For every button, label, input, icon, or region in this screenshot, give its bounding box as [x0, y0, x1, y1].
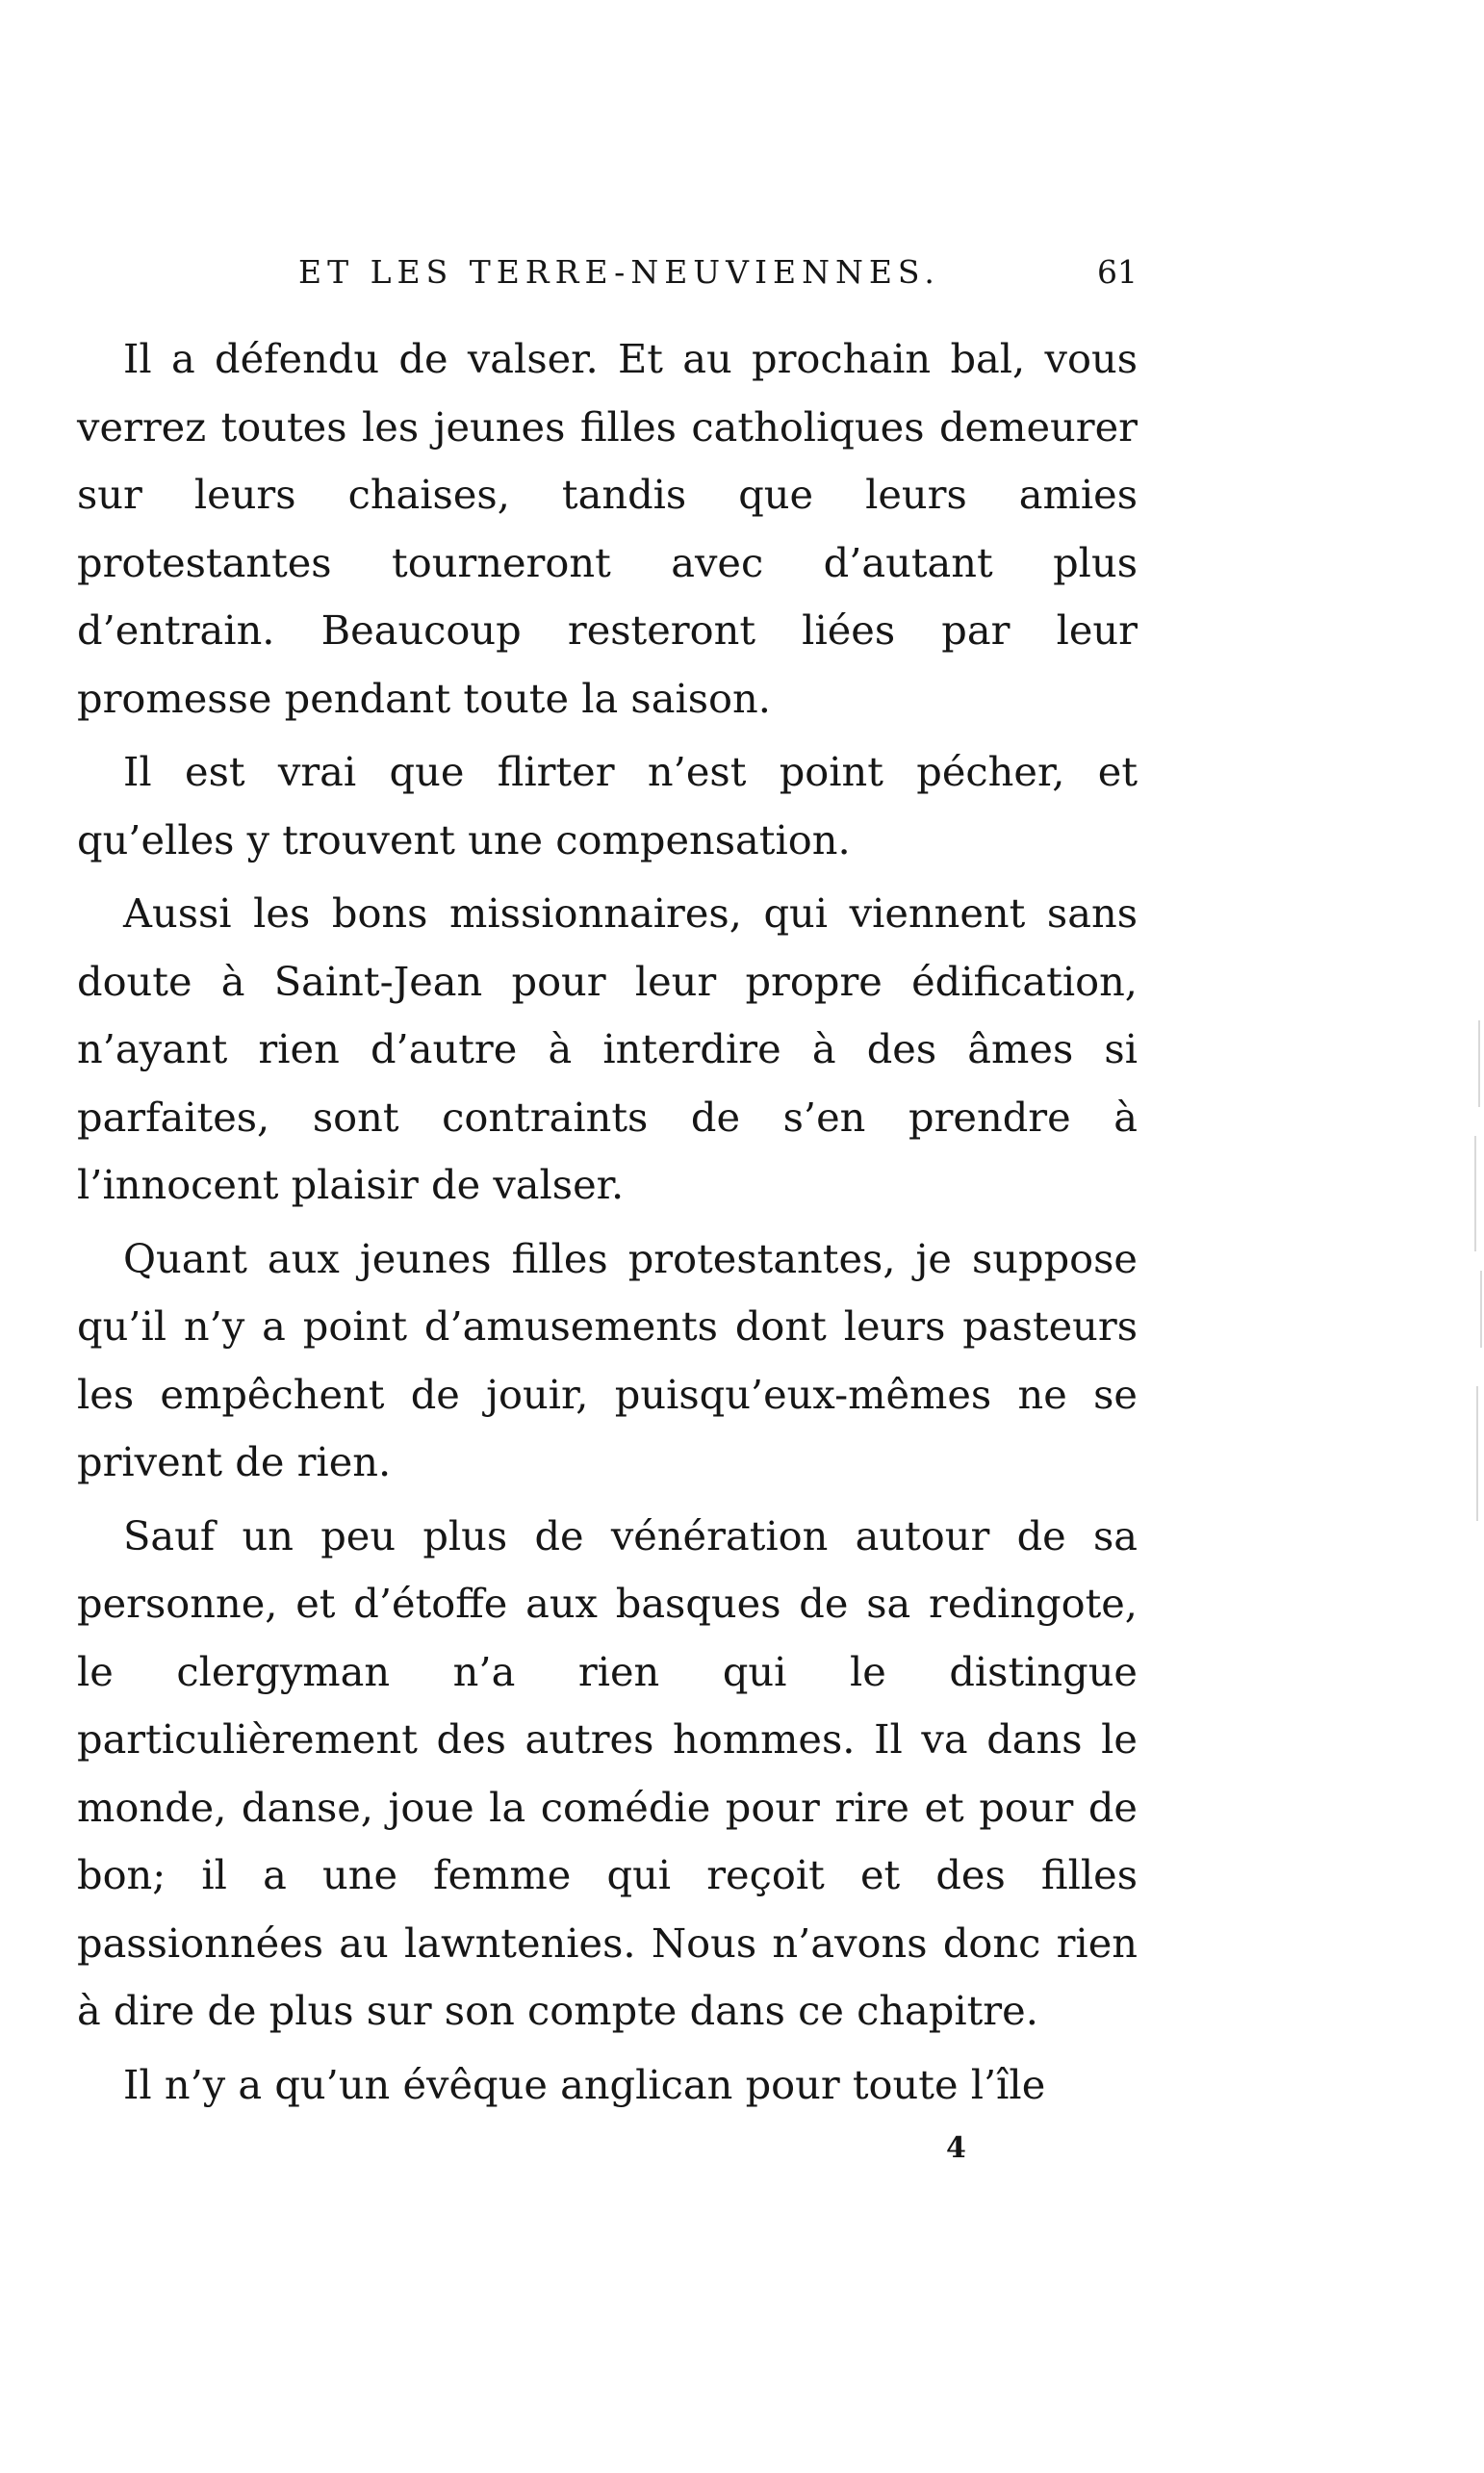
paragraph: Quant aux jeunes filles protestantes, je suppose qu’il n’y a point d’amusements dont leurs pasteurs les empêchent de jouir, puisqu’eux-mêmes ne se privent de rien. [77, 1234, 1138, 1485]
paragraph: Il n’y a qu’un évêque anglican pour toute l’île [123, 2060, 1046, 2108]
body-text [77, 325, 1138, 2125]
margin-speck [1478, 1020, 1480, 1107]
paragraph: Il a défendu de valser. Et au prochain bal, vous verrez toutes les jeunes filles catholiques demeurer sur leurs chaises, tandis que leurs amies protestantes tourneront avec d’autant plus d’entrain. Beaucoup resteront liées par leur promesse pendant toute la saison. [77, 335, 1138, 722]
paragraph: Aussi les bons missionnaires, qui viennent sans doute à Saint-Jean pour leur propre édification, n’ayant rien d’autre à interdire à des âmes si parfaites, sont contraints de s’en prendre à l’innocent plaisir de valser. [77, 889, 1138, 1208]
signature-mark: 4 [946, 2131, 966, 2165]
margin-speck [1480, 1271, 1482, 1348]
page-number: 61 [1097, 253, 1138, 291]
margin-speck [1476, 1386, 1478, 1521]
paragraph: Sauf un peu plus de vénération autour de sa personne, et d’étoffe aux basques de sa redingote, le clergyman n’a rien qui le distingue particulièrement des autres hommes. Il va dans le monde, danse, joue la comédie pour rire et pour de bon; il a une femme qui reçoit et des filles passionnées au lawntenies. Nous n’avons donc rien à dire de plus sur son compte dans ce chapitre. [77, 1511, 1138, 2034]
paragraph: Il est vrai que flirter n’est point pécher, et qu’elles y trouvent une compensation. [77, 748, 1138, 863]
running-header [77, 248, 1138, 296]
running-title: ET LES TERRE-NEUVIENNES. [298, 253, 940, 291]
margin-speck [1474, 1136, 1476, 1251]
